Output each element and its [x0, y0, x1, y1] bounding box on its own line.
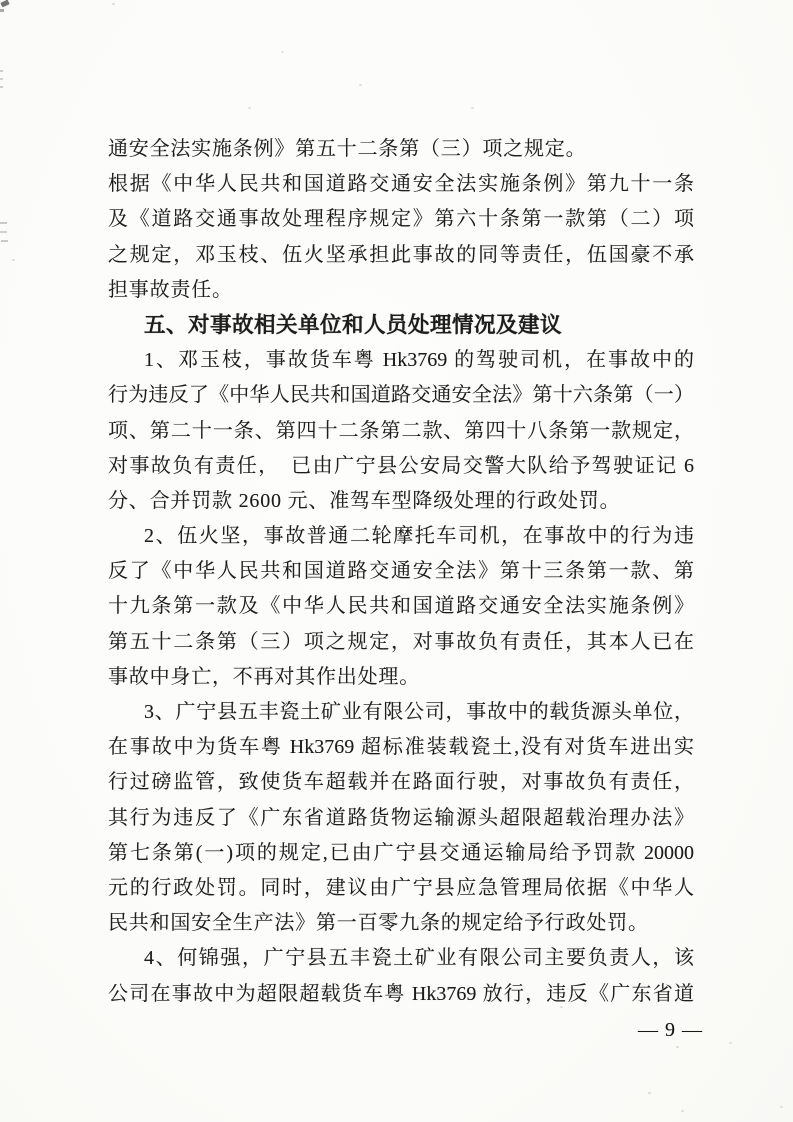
- text-block: [108, 132, 694, 1012]
- scan-speck: [112, 3, 115, 5]
- text-line: 通安全法实施条例》第五十二条第（三）项之规定。: [108, 138, 587, 160]
- text-line: 公司在事故中为超限超载货车粤 Hk3769 放行，违反《广东省道: [108, 982, 694, 1005]
- text-line: 分、合并罚款 2600 元、准驾车型降级处理的行政处罚。: [108, 489, 621, 512]
- binding-marks: [0, 70, 3, 72]
- scan-corner-mark: [0, 9, 4, 12]
- text-line: 3、广宁县五丰瓷土矿业有限公司，事故中的载货源头单位，: [144, 701, 694, 723]
- section-heading: 五、对事故相关单位和人员处理情况及建议: [144, 312, 563, 337]
- text-line: 行过磅监管，致使货车超载并在路面行驶，对事故负有责任，: [108, 771, 694, 794]
- page-number: — 9 —: [638, 1019, 703, 1041]
- text-line: 其行为违反了《广东省道路货物运输源头超限超载治理办法》: [108, 806, 694, 829]
- text-line: 民共和国安全生产法》第一百零九条的规定给予行政处罚。: [108, 912, 649, 935]
- text-line: 项、第二十一条、第四十二条第二款、第四十八条第一款规定，: [108, 419, 694, 442]
- text-line: 4、何锦强，广宁县五丰瓷土矿业有限公司主要负责人，该: [144, 947, 694, 970]
- text-line: 事故中身亡，不再对其作出处理。: [108, 665, 420, 688]
- text-line: 第五十二条第（三）项之规定，对事故负有责任，其本人已在: [108, 630, 694, 653]
- text-line: 第七条第(一)项的规定,已由广宁县交通运输局给予罚款 20000: [108, 841, 694, 864]
- text-line: 及《道路交通事故处理程序规定》第六十条第一款第（二）项: [108, 208, 694, 231]
- text-line: 1、邓玉枝，事故货车粤 Hk3769 的驾驶司机，在事故中的: [144, 349, 694, 372]
- text-line: 2、伍火坚，事故普通二轮摩托车司机，在事故中的行为违: [144, 525, 694, 548]
- text-line: 行为违反了《中华人民共和国道路交通安全法》第十六条第（一）: [108, 384, 694, 407]
- text-line: 元的行政处罚。同时，建议由广宁县应急管理局依据《中华人: [108, 876, 694, 899]
- text-line: 担事故责任。: [108, 278, 233, 301]
- text-line: 根据《中华人民共和国道路交通安全法实施条例》第九十一条: [108, 173, 694, 196]
- text-line: 十九条第一款及《中华人民共和国道路交通安全法实施条例》: [108, 595, 694, 618]
- binding-marks: [0, 222, 7, 224]
- scan-corner-mark: [0, 0, 9, 7]
- text-line: 反了《中华人民共和国道路交通安全法》第十三条第一款、第: [108, 560, 694, 583]
- text-line: 在事故中为货车粤 Hk3769 超标准装载瓷土,没有对货车进出实: [108, 736, 694, 759]
- text-line: 之规定，邓玉枝、伍火坚承担此事故的同等责任，伍国豪不承: [108, 243, 694, 266]
- text-line: 对事故负有责任， 已由广宁县公安局交警大队给予驾驶证记 6: [108, 454, 694, 477]
